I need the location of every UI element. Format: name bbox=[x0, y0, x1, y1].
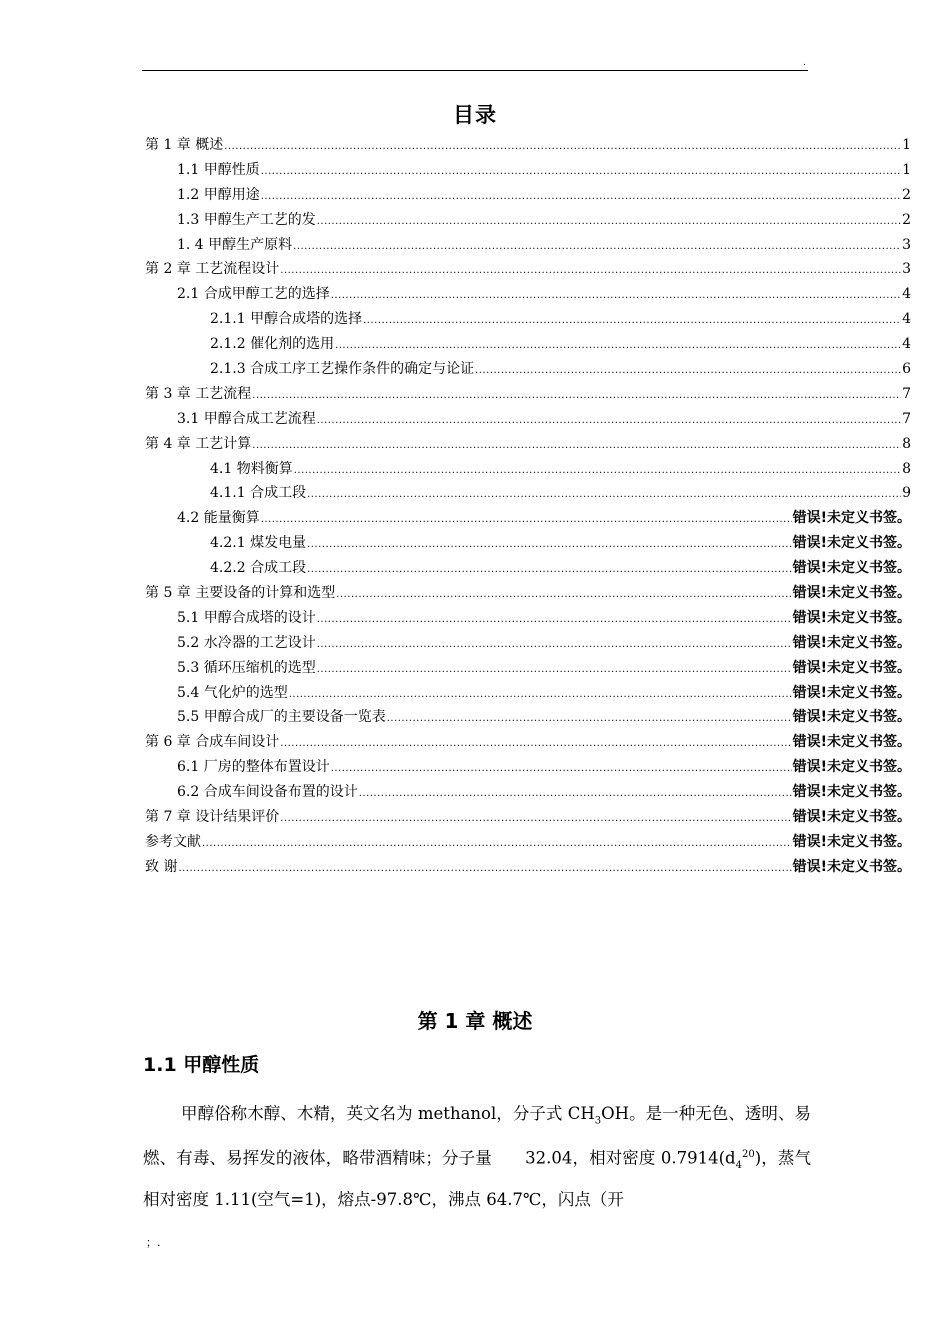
toc-leader-dots bbox=[475, 359, 901, 384]
toc-entry[interactable] bbox=[145, 382, 911, 407]
toc-entry-text: 2.1.1 甲醇合成塔的选择 bbox=[210, 311, 363, 328]
toc-leader-dots bbox=[252, 434, 901, 459]
toc-entry[interactable] bbox=[145, 407, 911, 432]
toc-entry[interactable] bbox=[145, 606, 911, 631]
toc-entry[interactable] bbox=[145, 282, 911, 307]
toc-entry-text: 3.1 甲醇合成工艺流程 bbox=[177, 410, 316, 427]
toc-entry-page: 错误!未定义书签。 bbox=[792, 709, 911, 726]
toc-leader-dots bbox=[359, 782, 792, 807]
toc-entry-page: 1 bbox=[902, 137, 911, 153]
toc-leader-dots bbox=[317, 210, 901, 235]
toc-entry[interactable] bbox=[145, 855, 911, 880]
toc-entry-text: 1.3 甲醇生产工艺的发 bbox=[177, 211, 316, 228]
toc-entry[interactable] bbox=[145, 730, 911, 755]
toc-entry-page: 错误!未定义书签。 bbox=[792, 784, 911, 801]
toc-entry-text: 致 谢 bbox=[145, 858, 178, 875]
toc-entry-text: 2.1.3 合成工序工艺操作条件的确定与论证 bbox=[210, 361, 475, 378]
toc-entry-page: 错误!未定义书签。 bbox=[792, 833, 911, 850]
toc-entry-text: 第 6 章 合成车间设计 bbox=[145, 734, 280, 751]
paragraph-part-3: )，蒸气相对密度 1.11(空气=1)，熔点-97.8℃，沸点 64.7℃，闪点（开 bbox=[143, 1148, 811, 1210]
toc-entry-page: 错误!未定义书签。 bbox=[792, 609, 911, 626]
toc-leader-dots bbox=[331, 757, 792, 782]
header-rule bbox=[142, 70, 808, 71]
toc-leader-dots bbox=[387, 707, 792, 732]
toc-entry-page: 1 bbox=[902, 161, 911, 178]
toc-entry-text: 4.1 物料衡算 bbox=[210, 460, 293, 477]
toc-entry-text: 2.1.2 催化剂的选用 bbox=[210, 336, 335, 353]
toc-entry-text: 第 1 章 概述 bbox=[145, 137, 224, 153]
toc-entry[interactable] bbox=[145, 656, 911, 681]
paragraph-part-1: 甲醇俗称木醇、木精，英文名为 methanol，分子式 CH bbox=[181, 1104, 595, 1123]
toc-entry-page: 6 bbox=[902, 361, 911, 378]
table-of-contents bbox=[145, 133, 911, 880]
toc-entry[interactable] bbox=[145, 233, 911, 258]
toc-entry[interactable] bbox=[145, 830, 911, 855]
toc-entry-text: 参考文献 bbox=[145, 833, 201, 850]
toc-entry-text: 5.4 气化炉的选型 bbox=[177, 684, 288, 701]
toc-leader-dots bbox=[252, 384, 901, 409]
toc-entry-page: 4 bbox=[902, 311, 911, 328]
toc-leader-dots bbox=[293, 235, 901, 260]
toc-entry-page: 7 bbox=[902, 410, 911, 427]
toc-entry-page: 错误!未定义书签。 bbox=[792, 560, 911, 577]
toc-entry-text: 第 5 章 主要设备的计算和选型 bbox=[145, 585, 336, 602]
toc-leader-dots bbox=[335, 334, 901, 359]
toc-leader-dots bbox=[289, 683, 792, 708]
section-heading: 1.1 甲醇性质 bbox=[143, 1054, 260, 1076]
toc-leader-dots bbox=[307, 558, 792, 583]
toc-entry[interactable] bbox=[145, 805, 911, 830]
toc-entry-page: 3 bbox=[902, 236, 911, 253]
toc-entry-text: 1.2 甲醇用途 bbox=[177, 186, 260, 203]
toc-entry-text: 第 4 章 工艺计算 bbox=[145, 435, 252, 452]
toc-entry-page: 7 bbox=[902, 385, 911, 402]
toc-leader-dots bbox=[224, 135, 901, 160]
toc-entry[interactable] bbox=[145, 631, 911, 656]
toc-leader-dots bbox=[178, 857, 791, 882]
toc-leader-dots bbox=[307, 483, 901, 508]
toc-entry-text: 5.2 水冷器的工艺设计 bbox=[177, 634, 316, 651]
chapter-heading: 第 1 章 概述 bbox=[417, 1009, 533, 1033]
toc-entry-text: 第 3 章 工艺流程 bbox=[145, 385, 252, 402]
toc-entry[interactable] bbox=[145, 681, 911, 706]
toc-leader-dots bbox=[317, 608, 792, 633]
toc-entry-page: 错误!未定义书签。 bbox=[792, 734, 911, 751]
toc-entry-page: 错误!未定义书签。 bbox=[792, 585, 911, 602]
toc-entry[interactable] bbox=[145, 158, 911, 183]
paragraph-part-2: OH。是一种无色、透明、易燃、有毒、易挥发的液体，略带酒精味；分子量 32.04，相对密度 0.7914(d bbox=[143, 1104, 811, 1168]
toc-entry[interactable] bbox=[145, 457, 911, 482]
toc-entry-text: 5.1 甲醇合成塔的设计 bbox=[177, 609, 316, 626]
toc-entry[interactable] bbox=[145, 506, 911, 531]
toc-entry-page: 错误!未定义书签。 bbox=[792, 759, 911, 776]
toc-entry-page: 4 bbox=[902, 336, 911, 353]
toc-entry[interactable] bbox=[145, 332, 911, 357]
header-mark: . bbox=[803, 58, 806, 68]
toc-leader-dots bbox=[294, 459, 901, 484]
toc-entry-page: 错误!未定义书签。 bbox=[792, 659, 911, 676]
toc-entry[interactable] bbox=[145, 481, 911, 506]
toc-leader-dots bbox=[261, 160, 901, 185]
toc-entry-text: 4.2 能量衡算 bbox=[177, 510, 260, 527]
toc-leader-dots bbox=[363, 309, 901, 334]
toc-entry[interactable] bbox=[145, 257, 911, 282]
toc-entry-page: 2 bbox=[902, 186, 911, 203]
toc-leader-dots bbox=[307, 533, 792, 558]
toc-entry[interactable] bbox=[145, 357, 911, 382]
toc-entry-text: 第 2 章 工艺流程设计 bbox=[145, 261, 280, 278]
toc-entry-text: 1.1 甲醇性质 bbox=[177, 161, 260, 178]
toc-entry[interactable] bbox=[145, 183, 911, 208]
toc-entry[interactable] bbox=[145, 755, 911, 780]
toc-entry-page: 错误!未定义书签。 bbox=[792, 535, 911, 552]
toc-entry-text: 6.1 厂房的整体布置设计 bbox=[177, 759, 330, 776]
toc-entry[interactable] bbox=[145, 705, 911, 730]
toc-entry-text: 第 7 章 设计结果评价 bbox=[145, 809, 280, 826]
toc-leader-dots bbox=[261, 185, 901, 210]
toc-entry-page: 8 bbox=[902, 435, 911, 452]
toc-title: 目录 bbox=[453, 103, 497, 127]
subscript-3: 3 bbox=[594, 1115, 602, 1127]
toc-entry[interactable] bbox=[145, 208, 911, 233]
toc-entry-page: 错误!未定义书签。 bbox=[792, 684, 911, 701]
toc-entry-page: 错误!未定义书签。 bbox=[792, 858, 911, 875]
toc-entry[interactable] bbox=[145, 531, 911, 556]
toc-entry[interactable] bbox=[145, 133, 911, 158]
toc-entry-page: 错误!未定义书签。 bbox=[792, 809, 911, 826]
body-paragraph bbox=[143, 1097, 811, 1217]
toc-entry-text: 6.2 合成车间设备布置的设计 bbox=[177, 784, 358, 801]
toc-entry-text: 4.1.1 合成工段 bbox=[210, 485, 307, 502]
toc-entry-text: 4.2.2 合成工段 bbox=[210, 560, 307, 577]
toc-entry-text: 4.2.1 煤发电量 bbox=[210, 535, 307, 552]
toc-leader-dots bbox=[331, 284, 901, 309]
footer-mark: ；. bbox=[146, 1236, 161, 1249]
toc-entry-text: 2.1 合成甲醇工艺的选择 bbox=[177, 286, 330, 303]
toc-entry[interactable] bbox=[145, 581, 911, 606]
toc-entry-text: 1. 4 甲醇生产原料 bbox=[177, 236, 293, 253]
toc-leader-dots bbox=[317, 658, 792, 683]
toc-leader-dots bbox=[280, 807, 791, 832]
toc-entry[interactable] bbox=[145, 432, 911, 457]
toc-entry-page: 错误!未定义书签。 bbox=[792, 510, 911, 527]
toc-leader-dots bbox=[280, 259, 901, 284]
toc-entry-page: 3 bbox=[902, 261, 911, 278]
toc-entry-text: 5.5 甲醇合成厂的主要设备一览表 bbox=[177, 709, 386, 726]
toc-leader-dots bbox=[317, 409, 901, 434]
toc-leader-dots bbox=[336, 583, 791, 608]
toc-entry-page: 2 bbox=[902, 211, 911, 228]
toc-entry[interactable] bbox=[145, 780, 911, 805]
toc-entry-page: 4 bbox=[902, 286, 911, 303]
subscript-4: 4 bbox=[735, 1160, 742, 1172]
toc-leader-dots bbox=[280, 732, 791, 757]
toc-entry[interactable] bbox=[145, 556, 911, 581]
toc-entry-text: 5.3 循环压缩机的选型 bbox=[177, 659, 316, 676]
toc-leader-dots bbox=[261, 508, 792, 533]
toc-entry-page: 错误!未定义书签。 bbox=[792, 634, 911, 651]
toc-leader-dots bbox=[317, 633, 792, 658]
toc-entry-page: 8 bbox=[902, 460, 911, 477]
toc-entry[interactable] bbox=[145, 307, 911, 332]
superscript-20: 20 bbox=[741, 1149, 755, 1161]
toc-entry-page: 9 bbox=[902, 485, 911, 502]
toc-leader-dots bbox=[202, 832, 792, 857]
